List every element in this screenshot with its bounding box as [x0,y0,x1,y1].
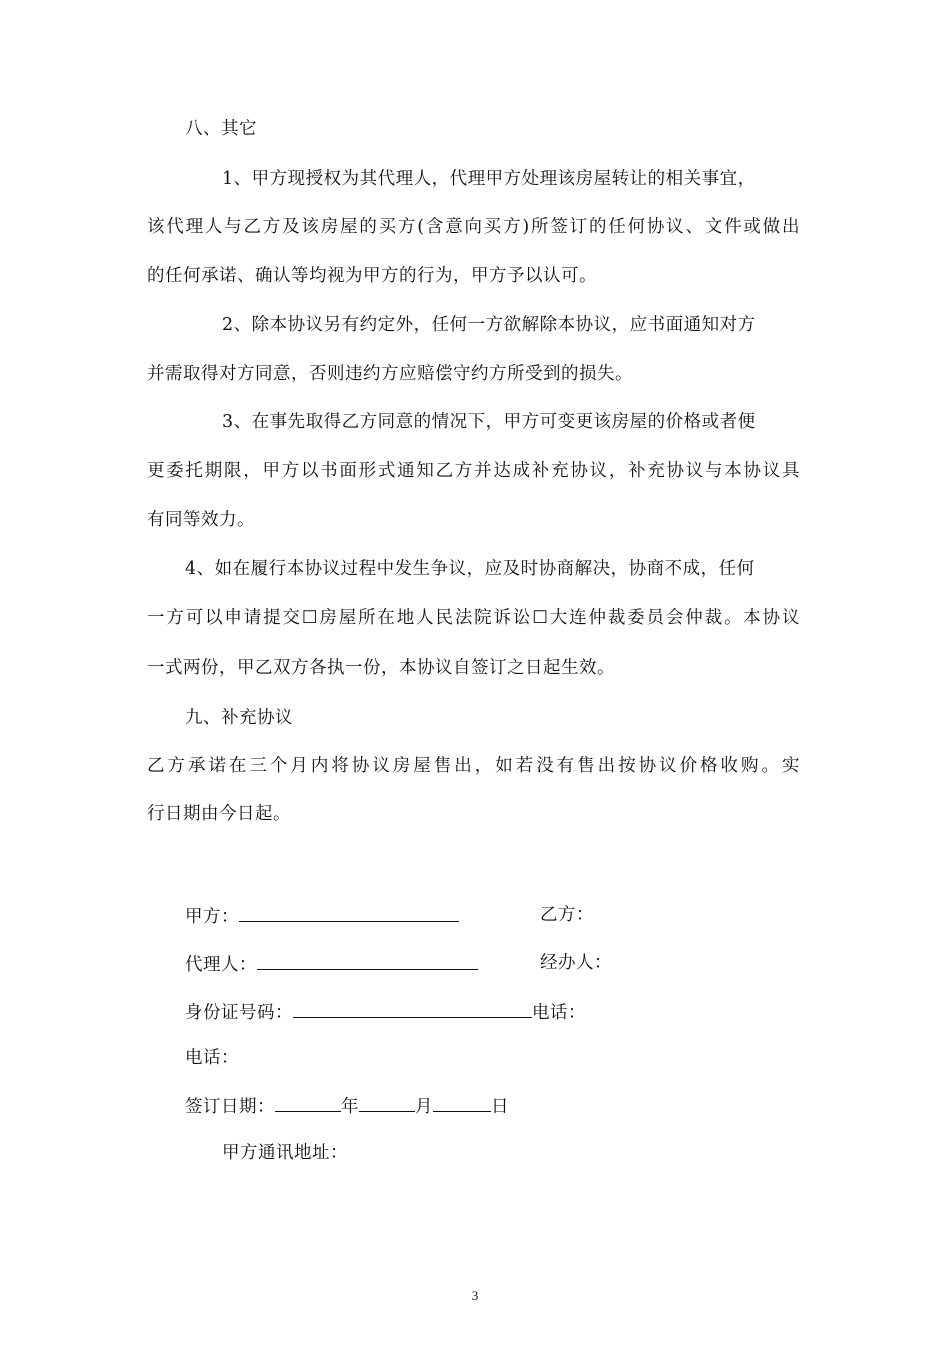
id-number-blank[interactable] [293,999,532,1018]
id-number-label: 身份证号码： [185,1003,293,1023]
agent-row [185,951,478,977]
section-8-item-4-line-3: 一式两份，甲乙双方各执一份，本协议自签订之日起生效。 [147,658,615,678]
section-8-item-4-line-2: 一方可以申请提交☐房屋所在地人民法院诉讼☐大连仲裁委员会仲裁。本协议 [147,608,800,628]
sign-date-row [185,1093,509,1119]
party-a-address-label: 甲方通讯地址： [222,1143,348,1163]
section-8-item-1-line-2: 该代理人与乙方及该房屋的买方(含意向买方)所签订的任何协议、文件或做出 [147,217,800,237]
page-number: 3 [471,1288,479,1303]
section-9-body-line-1: 乙方承诺在三个月内将协议房屋售出，如若没有售出按协议价格收购。实 [147,756,800,776]
party-a-label: 甲方： [185,907,239,927]
phone-left-label: 电话： [185,1048,239,1068]
section-8-item-3-line-3: 有同等效力。 [147,510,255,530]
day-label: 日 [491,1097,509,1117]
section-8-item-1-line-1: 1、甲方现授权为其代理人，代理甲方处理该房屋转让的相关事宜， [222,169,756,189]
section-9-heading: 九、补充协议 [185,708,293,728]
party-a-row [185,903,459,929]
section-8-item-3-line-1: 3、在事先取得乙方同意的情况下，甲方可变更该房屋的价格或者便 [222,412,756,432]
section-8-item-1-line-3: 的任何承诺、确认等均视为甲方的行为，甲方予以认可。 [147,266,597,286]
day-blank[interactable] [433,1093,491,1112]
party-b-label: 乙方： [540,905,594,925]
section-8-item-3-line-2: 更委托期限，甲方以书面形式通知乙方并达成补充协议，补充协议与本协议具 [147,461,800,481]
id-number-row [185,999,586,1025]
section-8-item-2-line-1: 2、除本协议另有约定外，任何一方欲解除本协议，应书面通知对方 [222,315,756,335]
phone-right-label: 电话： [532,1003,586,1023]
month-label: 月 [415,1097,433,1117]
month-blank[interactable] [359,1093,415,1112]
section-8-heading: 八、其它 [185,119,257,139]
agent-label: 代理人： [185,955,257,975]
agent-signature-blank[interactable] [257,951,478,970]
section-8-item-4-line-1: 4、如在履行本协议过程中发生争议，应及时协商解决，协商不成，任何 [185,559,755,579]
sign-date-label: 签订日期： [185,1097,275,1117]
section-9-body-line-2: 行日期由今日起。 [147,804,291,824]
year-blank[interactable] [275,1093,341,1112]
section-8-item-2-line-2: 并需取得对方同意，否则违约方应赔偿守约方所受到的损失。 [147,364,633,384]
handler-label: 经办人： [540,953,612,973]
party-a-signature-blank[interactable] [239,903,459,922]
year-label: 年 [341,1097,359,1117]
